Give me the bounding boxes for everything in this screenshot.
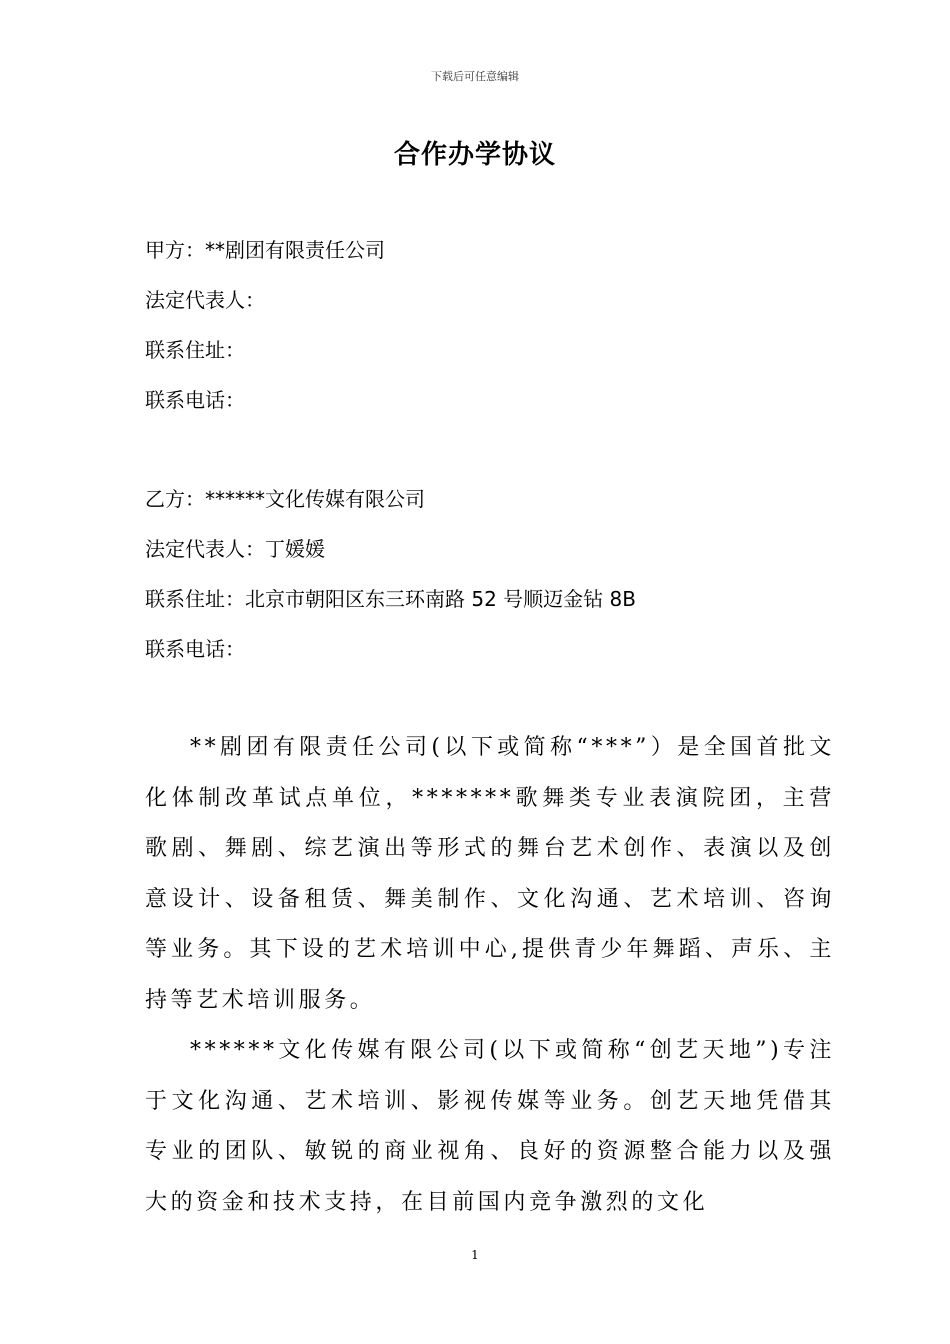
party-b-name: 乙方：******文化传媒有限公司 <box>145 487 425 511</box>
document-title: 合作办学协议 <box>393 140 556 170</box>
header-note: 下载后可任意编辑 <box>431 70 519 83</box>
party-b-phone: 联系电话： <box>145 637 245 661</box>
party-a-name: 甲方：**剧团有限责任公司 <box>145 238 385 262</box>
page-number: 1 <box>471 1248 479 1262</box>
party-b-representative: 法定代表人：丁媛媛 <box>145 537 325 561</box>
body-text <box>145 723 835 1228</box>
paragraph-company-b-intro: ******文化传媒有限公司(以下或简称“创艺天地”)专注于文化沟通、艺术培训、影视传媒等业务。创艺天地凭借其专业的团队、敏锐的商业视角、良好的资源整合能力以及强大的资金和技术支持，在目前国内竞争激烈的文化 <box>145 1038 835 1215</box>
party-a-address: 联系住址： <box>145 338 245 362</box>
party-b-address: 联系住址：北京市朝阳区东三环南路 52 号顺迈金钻 8B <box>145 587 636 611</box>
party-a-representative: 法定代表人： <box>145 288 265 312</box>
party-a-phone: 联系电话： <box>145 388 245 412</box>
paragraph-company-a-intro: **剧团有限责任公司(以下或简称“***”）是全国首批文化体制改革试点单位，*******歌舞类专业表演院团，主营歌剧、舞剧、综艺演出等形式的舞台艺术创作、表演以及创意设计、设备租赁、舞美制作、文化沟通、艺术培训、咨询等业务。其下设的艺术培训中心,提供青少年舞蹈、声乐、主持等艺术培训服务。 <box>145 735 835 1013</box>
